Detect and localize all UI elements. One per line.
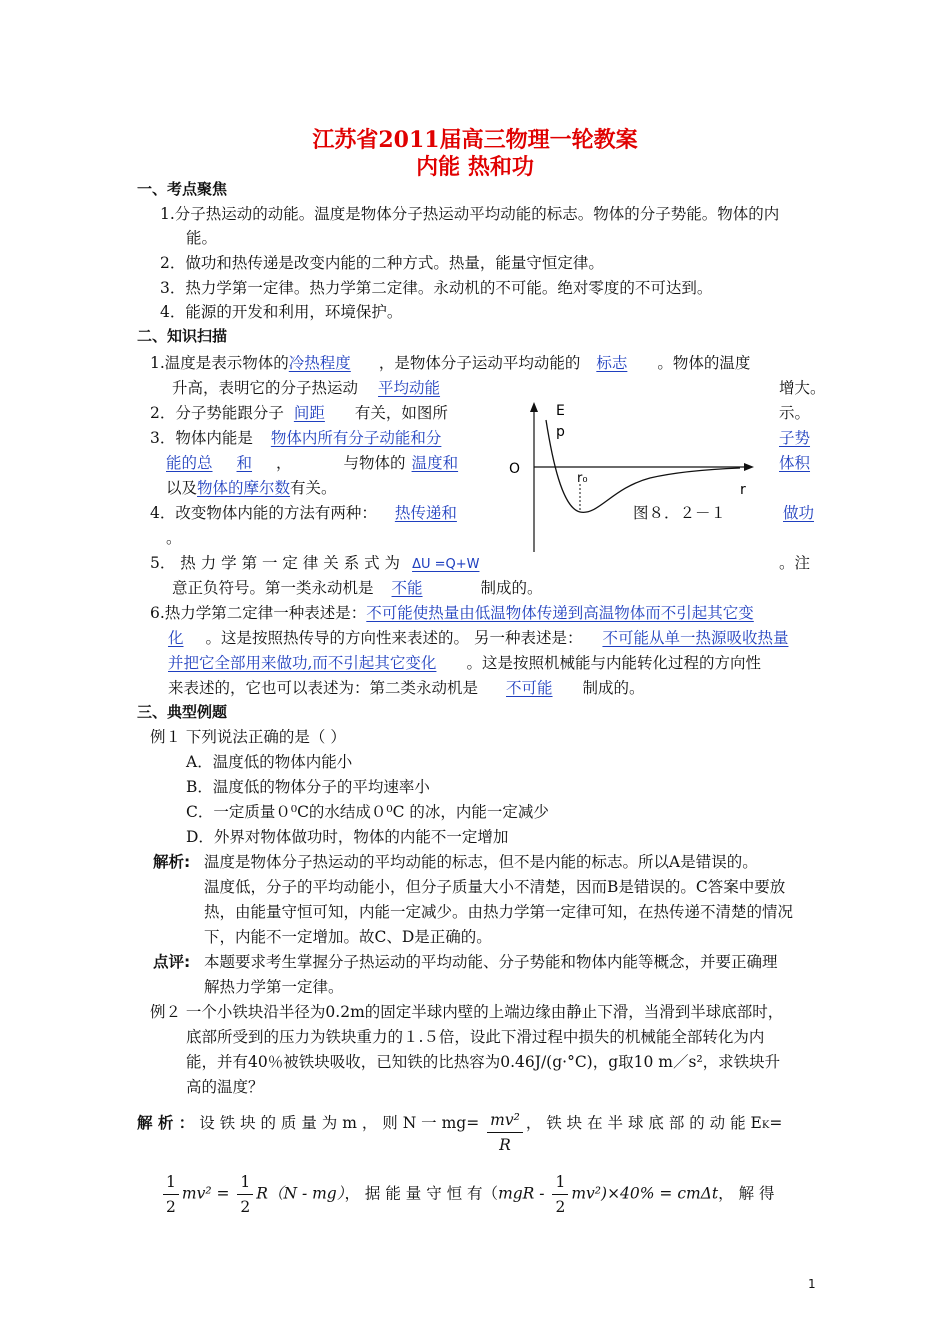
- axis-label-p: p: [556, 424, 565, 440]
- solution-label: 解 析 ：: [137, 1114, 195, 1132]
- blank-heat-transfer: 热传递和: [394, 504, 457, 522]
- r0-label: r₀: [577, 471, 588, 486]
- ep-curve: [546, 420, 740, 512]
- s2-line-11: 6.热力学第二定律一种表述是：不可能使热量由低温物体传递到高温物体而不引起其它变: [150, 604, 754, 622]
- axis-label-r: r: [740, 482, 746, 498]
- fraction-half-2: $\frac{1}{2}$: [237, 1170, 253, 1219]
- fraction-mv2-over-r: $\frac{\text{mv²}}{R}$: [487, 1108, 523, 1157]
- blank-second-law-1: 不可能使热量由低温物体传递到高温物体而不引起其它变: [366, 604, 754, 622]
- example-1-question: 例１ 下列说法正确的是（ ）: [150, 728, 346, 746]
- s2-line-6: 以及物体的摩尔数有关。: [166, 479, 337, 497]
- s2-line-7-right: 做功: [783, 504, 815, 522]
- blank-moles: 物体的摩尔数: [197, 479, 291, 497]
- fraction-half-1: $\frac{1}{2}$: [163, 1170, 179, 1219]
- s2-line-5: 能的总 和 ， 与物体的 温度和: [166, 454, 459, 472]
- s2-line-9-right: 。注: [779, 554, 811, 572]
- s2-line-1: 1.温度是表示物体的冷热程度 ，是物体分子运动平均动能的 标志 。物体的温度: [150, 354, 751, 372]
- example-2-line-2: 底部所受到的压力为铁块重力的１.５倍，设此下滑过程中损失的机械能全部转化为内: [186, 1028, 765, 1046]
- option-d: D．外界对物体做功时，物体的内能不一定增加: [186, 828, 509, 846]
- blank-perpetual-1: 不能: [391, 579, 423, 597]
- analysis-line-2: 温度低，分子的平均动能小，但分子质量大小不清楚，因而B是错误的。C答案中要放: [204, 878, 786, 896]
- s2-line-2-right: 增大。: [779, 379, 826, 397]
- s2-line-14: 来表述的，它也可以表述为：第二类永动机是 不可能 制成的。: [168, 679, 645, 697]
- solution-line-1: 解 析 ： 设 铁 块 的 质 量 为 m ， 则 N 一 mg= $\frac{\text{mv²}}{R}$ ， 铁 块 在 半 球 底 部 的 动 能 EK=: [137, 1108, 782, 1157]
- analysis-label: 解析:: [153, 853, 191, 871]
- document-subtitle: 内能 热和功: [416, 154, 534, 180]
- comment-label: 点评:: [153, 953, 191, 971]
- blank-avg-ke: 平均动能: [378, 379, 441, 397]
- s1-item-1: 1.分子热运动的动能。温度是物体分子热运动平均动能的标志。物体的分子势能。物体的内: [160, 205, 780, 223]
- option-c: C．一定质量０⁰C的水结成０⁰C 的冰，内能一定减少: [186, 803, 549, 821]
- blank-cold-hot: 冷热程度: [288, 354, 351, 372]
- analysis-line-4: 下，内能不一定增加。故C、D是正确的。: [204, 928, 492, 946]
- s1-item-1-cont: 能。: [186, 229, 218, 247]
- section-heading-3: 三、典型例题: [137, 703, 228, 721]
- comment-line-1: 本题要求考生掌握分子热运动的平均动能、分子势能和物体内能等概念，并要正确理: [204, 953, 778, 971]
- s2-line-7: 4．改变物体内能的方法有两种： 热传递和: [150, 504, 457, 522]
- s2-line-9: 5． 热 力 学 第 一 定 律 关 系 式 为 ΔU =Q+W: [150, 554, 480, 572]
- s2-line-12: 化 。这是按照热传导的方向性来表述的。 另一种表述是： 不可能从单一热源吸收热量: [168, 629, 789, 647]
- blank-second-law-2: 不可能从单一热源吸收热量: [602, 629, 789, 647]
- s2-line-4-right: 子势: [779, 429, 811, 447]
- y-axis-arrow: [530, 402, 538, 412]
- blank-internal-energy: 物体内所有分子动能和分: [270, 429, 442, 447]
- example-2-line-1: 例２ 一个小铁块沿半径为0.2m的固定半球内壁的上端边缘由静止下滑，当滑到半球底部时，: [150, 1003, 784, 1021]
- option-a: A．温度低的物体内能小: [186, 753, 353, 771]
- origin-label: O: [509, 461, 521, 477]
- axis-label-e: E: [556, 403, 565, 419]
- figure-caption: 图８．２－１: [633, 504, 727, 522]
- analysis-line-3: 热，由能量守恒可知，内能一定减少。由热力学第一定律可知，在热传递不清楚的情况: [204, 903, 794, 921]
- s2-line-8: 。: [166, 529, 182, 547]
- blank-sign: 标志: [596, 354, 628, 372]
- section-heading-1: 一、考点聚焦: [137, 180, 228, 198]
- potential-energy-figure: [500, 398, 762, 554]
- solution-line-2: $\frac{1}{2}$ mv² = $\frac{1}{2}$ R（N - mg）， 据 能 量 守 恒 有（mgR - $\frac{1}{2}$ mv²)×40% = cmΔt， 解 得: [160, 1170, 775, 1219]
- option-b: B．温度低的物体分子的平均速率小: [186, 778, 430, 796]
- comment-line-2: 解热力学第一定律。: [204, 978, 344, 996]
- blank-distance: 间距: [293, 404, 325, 422]
- s2-line-5-right: 体积: [779, 454, 811, 472]
- document-title: 江苏省2011届高三物理一轮教案: [312, 127, 638, 153]
- s1-item-3: 3．热力学第一定律。热力学第二定律。永动机的不可能。绝对零度的不可达到。: [160, 279, 713, 297]
- analysis-line-1: 温度是物体分子热运动的平均动能的标志，但不是内能的标志。所以A是错误的。: [204, 853, 758, 871]
- s2-line-13: 并把它全部用来做功,而不引起其它变化 。这是按照机械能与内能转化过程的方向性: [168, 654, 761, 672]
- x-axis-arrow: [744, 463, 754, 471]
- blank-perpetual-2: 不可能: [506, 679, 553, 697]
- s1-item-4: 4．能源的开发和利用，环境保护。: [160, 303, 403, 321]
- s2-line-2: 升高，表明它的分子热运动 平均动能: [172, 379, 441, 397]
- fraction-half-3: $\frac{1}{2}$: [552, 1170, 568, 1219]
- s2-line-4: 3．物体内能是 物体内所有分子动能和分: [150, 429, 442, 447]
- blank-temperature: 温度和: [411, 454, 459, 472]
- s2-line-3: 2．分子势能跟分子 间距 有关，如图所: [150, 404, 448, 422]
- s2-line-3-right: 示。: [779, 404, 811, 422]
- example-2-line-4: 高的温度？: [186, 1078, 264, 1096]
- s1-item-2: 2．做功和热传递是改变内能的二种方式。热量，能量守恒定律。: [160, 254, 604, 272]
- example-2-line-3: 能，并有40％被铁块吸收，已知铁的比热容为0.46J/(g·°C)，g取10 m／s²，求铁块升: [186, 1053, 781, 1071]
- blank-first-law: ΔU =Q+W: [412, 557, 480, 572]
- s2-line-10: 意正负符号。第一类永动机是 不能 制成的。: [172, 579, 543, 597]
- section-heading-2: 二、知识扫描: [137, 327, 228, 345]
- page-number: 1: [808, 1277, 816, 1291]
